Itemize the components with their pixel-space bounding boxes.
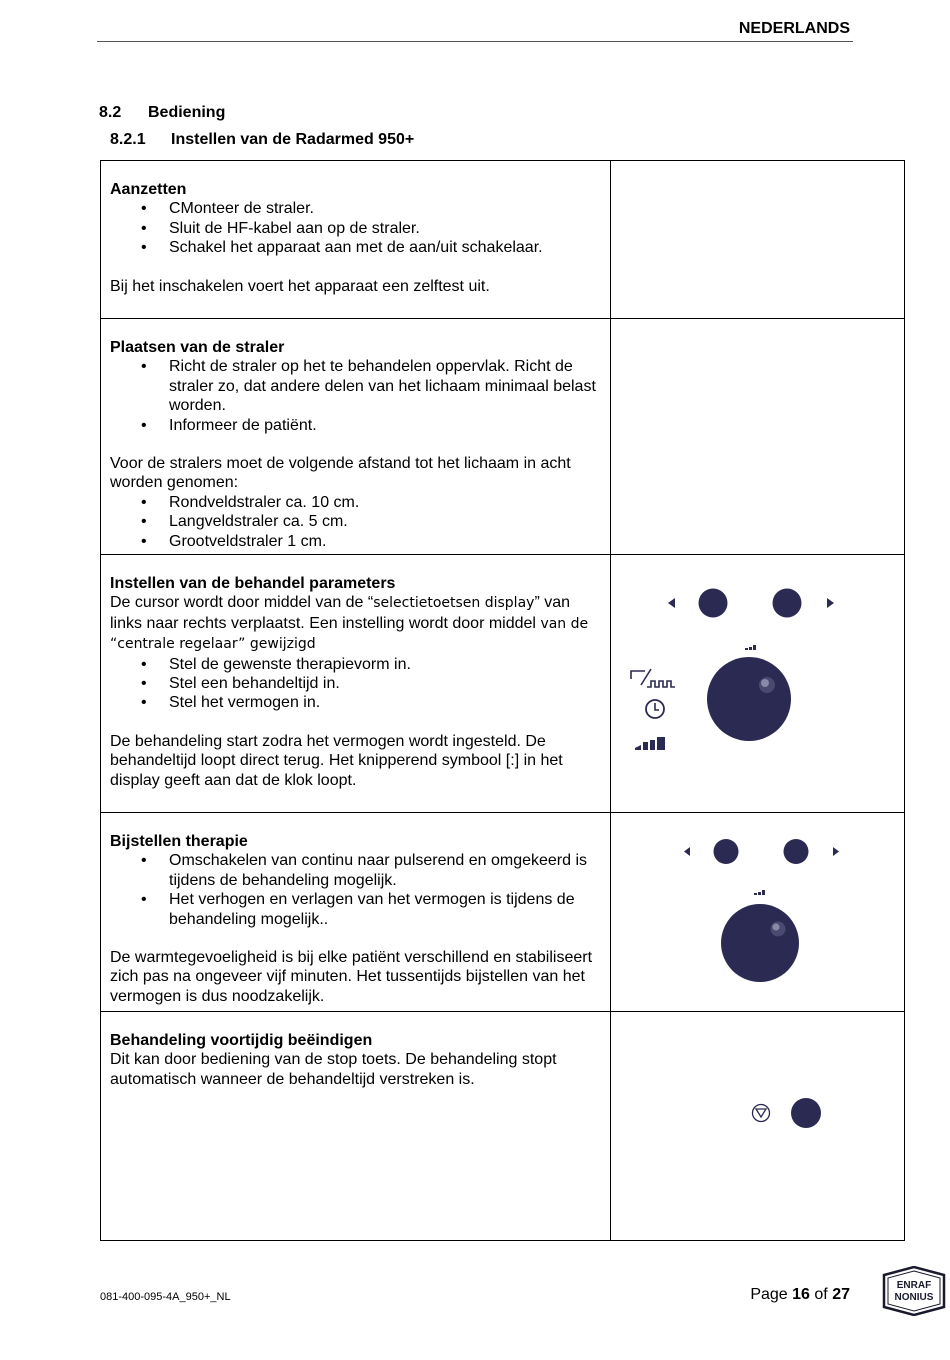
page-of: of: [814, 1286, 828, 1303]
row-title: Instellen van de behandel parameters: [110, 575, 396, 592]
section-title: Bediening: [148, 104, 226, 121]
adjust-panel-svg: [611, 813, 904, 1012]
row-intro: [110, 593, 602, 654]
row-text: [101, 555, 611, 813]
power-scale-small-icon: [745, 645, 756, 650]
row-text: [101, 1012, 611, 1241]
page-number: [700, 1286, 850, 1304]
select-left-button: [714, 839, 739, 864]
document-code: 081-400-095-4A_950+_NL: [100, 1291, 231, 1303]
list-item: • Het verhogen en verlagen van het vermogen is tijdens de behandeling mogelijk..: [169, 890, 602, 929]
row-image-empty: [611, 319, 905, 555]
row-text: [101, 813, 611, 1012]
list-item: • Omschakelen van continu naar pulserend en omgekeerd is tijdens de behandeling mogelijk.: [169, 851, 602, 890]
header-divider: [97, 41, 853, 42]
select-left-button: [699, 589, 728, 618]
logo-line1: ENRAF: [896, 1280, 932, 1291]
stop-panel-svg: [611, 1012, 904, 1241]
list-item: • Schakel het apparaat aan met de aan/uit schakelaar.: [169, 238, 602, 257]
section-heading: [99, 104, 225, 122]
keyword-centrale-regelaar: van de “centrale regelaar” gewijzigd: [110, 615, 589, 653]
stop-panel-illustration: [611, 1012, 905, 1241]
arrow-right-icon: [833, 847, 839, 856]
page-total: 27: [832, 1286, 850, 1303]
list-item: • Sluit de HF-kabel aan op de straler.: [169, 219, 602, 238]
row-paragraph: De behandeling start zodra het vermogen wordt ingesteld. De behandeltijd loopt direct terug. Het knipperend symbool [:] in het display geeft aan dat de klok loopt.: [110, 732, 563, 789]
adjust-panel-illustration: [611, 813, 905, 1012]
power-level-icon: [635, 737, 665, 750]
stop-button: [791, 1098, 821, 1128]
row-title: Behandeling voortijdig beëindigen: [110, 1032, 373, 1049]
logo-line2: NONIUS: [894, 1292, 934, 1303]
subsection-title: Instellen van de Radarmed 950+: [171, 131, 415, 148]
control-panel-illustration: [611, 555, 905, 813]
list-item: • Rondveldstraler ca. 10 cm.: [169, 493, 602, 512]
knob-highlight: [761, 679, 769, 687]
enraf-nonius-logo: [882, 1266, 946, 1316]
row-bijstellen: [101, 813, 905, 1012]
select-right-button: [773, 589, 802, 618]
row-title: Bijstellen therapie: [110, 833, 248, 850]
intro-text: De cursor wordt door middel van de “: [110, 594, 374, 612]
row-title: Aanzetten: [110, 181, 187, 198]
header-language: NEDERLANDS: [738, 20, 850, 37]
arrow-left-icon: [684, 847, 690, 856]
keyword-selectietoetsen: selectietoetsen display: [373, 595, 535, 612]
section-number: 8.2: [99, 104, 122, 121]
page-current: 16: [792, 1286, 810, 1303]
arrow-left-icon: [668, 598, 675, 608]
bullet-list: [110, 851, 602, 929]
knob-highlight: [773, 924, 780, 931]
select-right-button: [784, 839, 809, 864]
subsection-heading: [110, 131, 414, 149]
bullet-list: [110, 655, 602, 713]
row-aanzetten: [101, 161, 905, 319]
row-text: [101, 319, 611, 555]
central-control-knob: [721, 904, 799, 982]
row-instellen-parameters: [101, 555, 905, 813]
row-paragraph: De warmtegevoeligheid is bij elke patiënt verschillend en stabiliseert zich pas na ongeveer vijf minuten. Het tussentijds bijstellen van het vermogen is dus noodzakelijk.: [110, 949, 593, 1005]
list-item: • Stel een behandeltijd in.: [169, 674, 602, 693]
power-scale-small-icon: [754, 890, 765, 895]
list-item: • Richt de straler op het te behandelen oppervlak. Richt de straler zo, dat andere delen van het lichaam minimaal belast worden.: [169, 357, 602, 415]
list-item: • Grootveldstraler 1 cm.: [169, 532, 602, 551]
row-paragraph: Bij het inschakelen voert het apparaat een zelftest uit.: [110, 277, 490, 295]
clock-icon: [646, 700, 664, 718]
list-item: • Langveldstraler ca. 5 cm.: [169, 512, 602, 531]
subsection-number: 8.2.1: [110, 131, 146, 148]
row-voortijdig-beeindigen: [101, 1012, 905, 1241]
row-paragraph: Dit kan door bediening van de stop toets. De behandeling stopt automatisch wanneer de behandeltijd verstreken is.: [110, 1051, 557, 1088]
list-item: • CMonteer de straler.: [169, 199, 602, 218]
list-item: • Stel de gewenste therapievorm in.: [169, 655, 602, 674]
row-plaatsen: [101, 319, 905, 555]
page-word: Page: [750, 1286, 788, 1303]
bullet-list: [110, 357, 602, 435]
row-image-empty: [611, 161, 905, 319]
bullet-list-distances: [110, 493, 602, 551]
stop-icon: [753, 1105, 770, 1122]
list-item: • Informeer de patiënt.: [169, 416, 602, 435]
central-control-knob: [707, 657, 791, 741]
list-item: • Stel het vermogen in.: [169, 693, 602, 712]
instruction-table: [100, 160, 905, 1241]
logo-svg: [882, 1266, 946, 1316]
row-paragraph: Voor de stralers moet de volgende afstand tot het lichaam in acht worden genomen:: [110, 455, 571, 492]
intro-text: ” van links naar rechts verplaatst. Een instelling wordt door middel: [110, 594, 571, 632]
bullet-list: [110, 199, 602, 257]
pulse-mode-icon: [631, 669, 675, 687]
row-title: Plaatsen van de straler: [110, 339, 285, 356]
arrow-right-icon: [827, 598, 834, 608]
row-text: [101, 161, 611, 319]
control-panel-svg: [611, 555, 904, 813]
